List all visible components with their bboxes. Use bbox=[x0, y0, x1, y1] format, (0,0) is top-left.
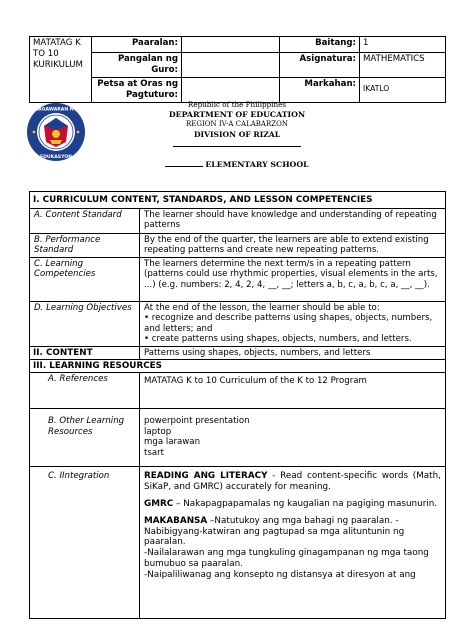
reading-literacy-text: - Read content-specific words (Math, SiKaP, and GMRC) accurately for meaning. bbox=[144, 471, 442, 493]
other-resources-label: B. Other Learning Resources bbox=[30, 409, 140, 467]
objectives-intro: At the end of the lesson, the learner should be able to: bbox=[144, 303, 380, 313]
resource-item: powerpoint presentation bbox=[144, 416, 250, 427]
school-name-line bbox=[0, 158, 474, 169]
makabansa-paragraph bbox=[144, 516, 441, 548]
school-value bbox=[182, 37, 280, 53]
letterhead-divider bbox=[173, 146, 301, 147]
section-3-heading: III. LEARNING RESOURCES bbox=[30, 360, 446, 373]
content-standard-label: A. Content Standard bbox=[30, 209, 140, 234]
objective-item: • recognize and describe patterns using shapes, objects, numbers, and letters; and bbox=[144, 313, 433, 334]
subject-value: MATHEMATICS bbox=[360, 53, 446, 78]
section-1-heading: I. CURRICULUM CONTENT, STANDARDS, AND LESSON COMPETENCIES bbox=[30, 192, 446, 209]
school-label: Paaralan: bbox=[92, 37, 182, 53]
content-section-text: Patterns using shapes, objects, numbers, and letters bbox=[140, 346, 446, 359]
integration-cell bbox=[140, 467, 446, 619]
lesson-plan-table bbox=[29, 191, 446, 619]
performance-standard-text: By the end of the quarter, the learners are able to extend existing repeating patterns and create new repeating patterns. bbox=[140, 234, 446, 258]
division-line: DIVISION OF RIZAL bbox=[193, 130, 281, 139]
gmrc-text: – Nakapagpapamalas ng kaugalian na pagiging masunurin. bbox=[173, 499, 438, 510]
school-name-blank bbox=[165, 158, 203, 167]
content-section-label: II. CONTENT bbox=[30, 346, 140, 359]
makabansa-line: -Naipaliliwanag ang konsepto ng distansya at diresyon at ang bbox=[144, 569, 416, 580]
gmrc-paragraph bbox=[144, 499, 441, 510]
other-resources-cell bbox=[140, 409, 446, 467]
deped-line: DEPARTMENT OF EDUCATION bbox=[168, 110, 306, 119]
school-name-text: ELEMENTARY SCHOOL bbox=[205, 160, 309, 169]
references-text: MATATAG K to 10 Curriculum of the K to 12 Program bbox=[140, 373, 446, 409]
grade-label: Baitang: bbox=[280, 37, 360, 53]
learning-competencies-text: The learners determine the next term/s in a repeating pattern (patterns could use rhythmic properties, visual elements in the arts, ...) (e.g. numbers: 2, 4, 2, 4, __, __; letters a, b, c, a, b, c, a, __, __). bbox=[140, 258, 446, 302]
resource-item: tsart bbox=[144, 447, 165, 458]
quarter-value: IKATLO bbox=[360, 78, 446, 103]
performance-standard-label: B. Performance Standard bbox=[30, 234, 140, 258]
republic-line: Republic of the Philippines bbox=[187, 100, 287, 109]
quarter-label: Markahan: bbox=[280, 78, 360, 103]
curriculum-cell: MATATAG K TO 10 KURIKULUM bbox=[30, 37, 92, 103]
makabansa-heading: MAKABANSA bbox=[144, 515, 208, 526]
header-table bbox=[29, 36, 446, 103]
reading-literacy-heading: READING ANG LITERACY bbox=[144, 471, 268, 482]
teacher-label: Pangalan ng Guro: bbox=[92, 53, 182, 78]
learning-objectives-label: D. Learning Objectives bbox=[30, 302, 140, 347]
references-label: A. References bbox=[30, 373, 140, 409]
grade-value: 1 bbox=[360, 37, 446, 53]
integration-label: C. IIntegration bbox=[30, 467, 140, 619]
svg-text:EDUKASYON: EDUKASYON bbox=[39, 155, 73, 160]
reading-literacy-paragraph bbox=[144, 471, 441, 493]
teacher-value bbox=[182, 53, 280, 78]
date-time-value bbox=[182, 78, 280, 103]
objective-item: • create patterns using shapes, objects, numbers, and letters. bbox=[144, 334, 412, 345]
learning-competencies-label: C. Learning Competencies bbox=[30, 258, 140, 302]
makabansa-line: –Natutukoy ang mga bahagi ng paaralan. -Nabibigyang-katwiran ang pagtupad sa mga alituntunin ng paaralan. bbox=[144, 515, 405, 548]
svg-text:KAGAWARAN NG: KAGAWARAN NG bbox=[34, 107, 78, 113]
gmrc-heading: GMRC bbox=[144, 499, 174, 510]
content-standard-text: The learner should have knowledge and understanding of repeating patterns bbox=[140, 209, 446, 234]
learning-objectives-cell bbox=[140, 302, 446, 347]
subject-label: Asignatura: bbox=[280, 53, 360, 78]
date-time-label: Petsa at Oras ng Pagtuturo: bbox=[92, 78, 182, 103]
makabansa-line: -Nailalarawan ang mga tungkuling ginagampanan ng mga taong bumubuo sa paaralan. bbox=[144, 548, 429, 570]
region-line: REGION IV-A CALABARZON bbox=[186, 120, 288, 128]
resource-item: laptop bbox=[144, 426, 172, 437]
resource-item: mga larawan bbox=[144, 437, 201, 448]
